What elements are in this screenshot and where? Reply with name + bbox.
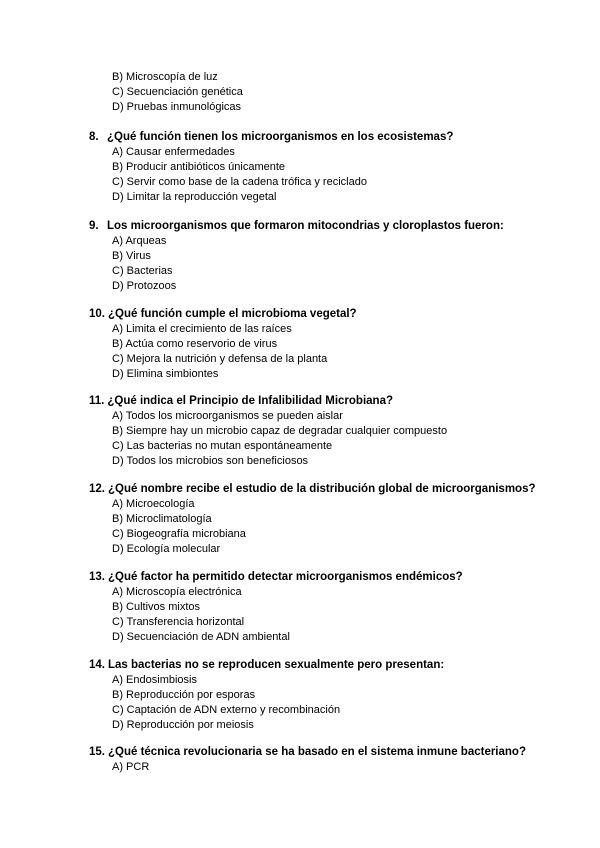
option-a: A) Todos los microorganismos se pueden aislar xyxy=(112,410,343,422)
option-a: A) Microscopía electrónica xyxy=(112,586,242,598)
option-a: A) Arqueas xyxy=(112,235,167,247)
option-c: C) Bacterias xyxy=(112,265,173,277)
question-11 xyxy=(89,394,569,469)
options-list xyxy=(112,409,569,469)
question-text: ¿Qué función cumple el microbioma vegetal? xyxy=(108,308,357,320)
option-a: A) Endosimbiosis xyxy=(112,674,197,686)
question-text: ¿Qué factor ha permitido detectar microorganismos endémicos? xyxy=(108,571,463,583)
option-d: D) Ecología molecular xyxy=(112,543,221,555)
question-title xyxy=(89,570,569,585)
question-10 xyxy=(89,307,569,382)
option-a: A) Limita el crecimiento de las raíces xyxy=(112,323,292,335)
option-d: D) Limitar la reproducción vegetal xyxy=(112,191,277,203)
option-a: A) PCR xyxy=(112,761,150,773)
question-title xyxy=(89,482,569,497)
option-b: B) Microscopía de luz xyxy=(112,71,218,83)
question-number: 12. xyxy=(89,483,105,495)
question-text: Las bacterias no se reproducen sexualmente pero presentan: xyxy=(108,659,445,671)
question-15 xyxy=(89,745,569,775)
question-title xyxy=(89,745,569,760)
option-d: D) Pruebas inmunológicas xyxy=(112,101,242,113)
option-b: B) Microclimatología xyxy=(112,513,212,525)
option-c: C) Secuenciación genética xyxy=(112,86,243,98)
question-text: ¿Qué función tienen los microorganismos en los ecosistemas? xyxy=(107,131,454,143)
question-title xyxy=(89,130,569,145)
options-list xyxy=(112,585,569,645)
question-number: 9. xyxy=(89,220,99,232)
option-c: C) Transferencia horizontal xyxy=(112,616,245,628)
question-7-options-continued xyxy=(112,70,243,115)
question-title xyxy=(89,307,569,322)
option-c: C) Captación de ADN externo y recombinación xyxy=(112,704,341,716)
options-list xyxy=(112,760,569,775)
question-text: Los microorganismos que formaron mitocondrias y cloroplastos fueron: xyxy=(107,220,504,232)
option-b: B) Actúa como reservorio de virus xyxy=(112,338,278,350)
options-list xyxy=(112,234,569,294)
question-text: ¿Qué técnica revolucionaria se ha basado en el sistema inmune bacteriano? xyxy=(108,746,526,758)
question-text: ¿Qué indica el Principio de Infalibilidad Microbiana? xyxy=(107,395,393,407)
option-d: D) Todos los microbios son beneficiosos xyxy=(112,455,309,467)
options-list xyxy=(112,497,569,557)
question-number: 11. xyxy=(89,395,105,407)
question-12 xyxy=(89,482,569,557)
question-title xyxy=(89,394,569,409)
option-b: B) Reproducción por esporas xyxy=(112,689,256,701)
option-b: B) Siempre hay un microbio capaz de degradar cualquier compuesto xyxy=(112,425,448,437)
options-list xyxy=(112,145,569,205)
question-text: ¿Qué nombre recibe el estudio de la distribución global de microorganismos? xyxy=(108,483,536,495)
option-b: B) Virus xyxy=(112,250,151,262)
option-c: C) Las bacterias no mutan espontáneamente xyxy=(112,440,333,452)
question-14 xyxy=(89,658,569,733)
option-a: A) Causar enfermedades xyxy=(112,146,235,158)
option-c: C) Servir como base de la cadena trófica y reciclado xyxy=(112,176,367,188)
option-b: B) Producir antibióticos únicamente xyxy=(112,161,286,173)
option-d: D) Protozoos xyxy=(112,280,177,292)
question-number: 8. xyxy=(89,131,99,143)
option-d: D) Secuenciación de ADN ambiental xyxy=(112,631,290,643)
option-d: D) Reproducción por meiosis xyxy=(112,719,254,731)
question-title xyxy=(89,219,569,234)
option-c: C) Biogeografía microbiana xyxy=(112,528,246,540)
question-13 xyxy=(89,570,569,645)
options-list xyxy=(112,322,569,382)
option-d: D) Elimina simbiontes xyxy=(112,368,219,380)
option-c: C) Mejora la nutrición y defensa de la planta xyxy=(112,353,328,365)
question-number: 10. xyxy=(89,308,105,320)
question-9 xyxy=(89,219,569,294)
option-b: B) Cultivos mixtos xyxy=(112,601,201,613)
question-title xyxy=(89,658,569,673)
question-number: 13. xyxy=(89,571,105,583)
option-a: A) Microecología xyxy=(112,498,195,510)
options-list xyxy=(112,673,569,733)
question-8 xyxy=(89,130,569,205)
question-number: 15. xyxy=(89,746,105,758)
question-number: 14. xyxy=(89,659,105,671)
